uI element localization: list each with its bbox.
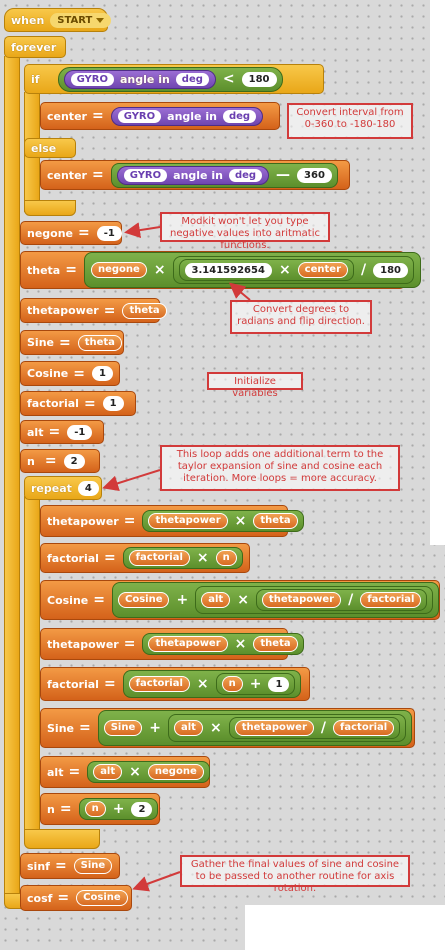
forever-label: forever	[11, 40, 57, 54]
set-thetapower-block[interactable]	[20, 298, 160, 323]
n-var-label: n	[27, 454, 35, 468]
when-start-hat-block[interactable]	[4, 8, 108, 32]
thetapower-update-block[interactable]	[40, 505, 291, 537]
divide-operator: /	[348, 592, 354, 608]
number-1-input[interactable]: 1	[103, 396, 124, 411]
cosine-update-block[interactable]	[40, 580, 440, 620]
factorial-variable[interactable]: factorial	[129, 676, 190, 692]
note-convert-interval: Convert interval from 0-360 to -180-180	[287, 103, 413, 139]
cosine-variable[interactable]: Cosine	[118, 592, 170, 608]
if-label: if	[31, 72, 40, 86]
plus-operator: +	[112, 801, 125, 817]
less-than-condition[interactable]	[58, 67, 283, 92]
factorial-var-label: factorial	[47, 551, 99, 565]
times-operator: ×	[209, 720, 222, 736]
number-360-input[interactable]: 360	[297, 168, 332, 183]
equals-sign: =	[59, 801, 72, 817]
equals-sign: =	[68, 764, 81, 780]
canvas-white-edge-top	[430, 0, 445, 545]
times-operator: ×	[234, 636, 247, 652]
factorial-update-block-2[interactable]	[40, 667, 310, 701]
negone-var-label: negone	[27, 226, 74, 240]
add-block[interactable]	[216, 673, 296, 695]
equals-sign: =	[91, 167, 104, 183]
thetapower-variable[interactable]: thetapower	[235, 720, 314, 736]
center-var-label: center	[47, 168, 87, 182]
thetapower-variable[interactable]: thetapower	[148, 513, 227, 529]
set-alt-block[interactable]	[20, 420, 104, 444]
pi-number-input[interactable]: 3.141592654	[185, 263, 272, 278]
cosine-var-label: Cosine	[47, 593, 89, 607]
add-block[interactable]	[98, 710, 413, 746]
divide-block[interactable]	[173, 256, 414, 284]
times-operator: ×	[234, 513, 247, 529]
set-center-else-block[interactable]	[40, 160, 350, 190]
add-block[interactable]	[112, 582, 439, 618]
sensor-name-dropdown[interactable]: GYRO	[124, 169, 167, 182]
divide-operator: /	[320, 720, 327, 736]
n-var-label: n	[47, 802, 55, 816]
sensor-prop-label: angle in	[120, 72, 170, 86]
equals-sign: =	[91, 108, 104, 124]
unit-dropdown[interactable]: deg	[176, 73, 209, 86]
arrow-loop	[106, 470, 160, 487]
number-180-input[interactable]: 180	[242, 72, 277, 87]
equals-sign: =	[123, 636, 136, 652]
multiply-block[interactable]	[123, 547, 243, 569]
alt-var-label: alt	[27, 425, 44, 439]
center-var-label: center	[47, 109, 87, 123]
divide-block[interactable]	[256, 589, 428, 611]
equals-sign: =	[44, 453, 57, 469]
gyro-angle-sensor-block[interactable]	[117, 166, 269, 185]
number-2-input[interactable]: 2	[131, 802, 152, 817]
unit-dropdown[interactable]: deg	[229, 169, 262, 182]
equals-sign: =	[65, 262, 77, 278]
times-operator: ×	[153, 262, 166, 278]
sensor-name-dropdown[interactable]: GYRO	[71, 73, 114, 86]
sine-variable[interactable]: Sine	[74, 858, 113, 874]
equals-sign: =	[83, 395, 96, 412]
sensor-prop-label: angle in	[167, 109, 217, 123]
note-initialize-variables: Initialize variables	[207, 372, 303, 390]
number-2-input[interactable]: 2	[64, 454, 85, 469]
theta-variable[interactable]: theta	[78, 335, 122, 351]
equals-sign: =	[78, 720, 91, 736]
repeat-label: repeat	[31, 481, 72, 495]
theta-variable[interactable]: theta	[122, 303, 166, 319]
chevron-down-icon	[96, 18, 104, 23]
equals-sign: =	[57, 890, 70, 906]
number-neg1-input[interactable]: -1	[97, 226, 122, 241]
gyro-angle-sensor-block[interactable]	[64, 70, 216, 89]
theta-variable[interactable]: theta	[253, 513, 297, 529]
if-block[interactable]	[24, 64, 324, 94]
negone-variable[interactable]: negone	[148, 764, 204, 780]
set-cosf-block[interactable]	[20, 885, 132, 911]
start-event-dropdown[interactable]	[50, 13, 111, 28]
equals-sign: =	[78, 225, 90, 241]
sine-variable[interactable]: Sine	[104, 720, 143, 736]
equals-sign: =	[48, 424, 61, 440]
minus-operator: —	[276, 167, 291, 183]
equals-sign: =	[103, 676, 116, 692]
n-update-block[interactable]	[40, 793, 160, 825]
thetapower-update-block-2[interactable]	[40, 628, 291, 660]
note-taylor-loop: This loop adds one additional term to the taylor expansion of sine and cosine each iteration. More loops = more accuracy.	[160, 445, 400, 491]
repeat-loop-arm	[24, 496, 40, 833]
forever-block[interactable]	[4, 36, 66, 58]
n-variable[interactable]: n	[216, 550, 237, 566]
repeat-count-input[interactable]: 4	[78, 481, 99, 496]
note-modkit-negative: Modkit won't let you type negative values into aritmatic functions.	[160, 212, 330, 242]
forever-loop-arm	[4, 56, 20, 893]
multiply-block[interactable]	[142, 633, 303, 655]
factorial-var-label: factorial	[47, 677, 99, 691]
multiply-block[interactable]	[168, 714, 406, 742]
arrow-modkit	[128, 227, 160, 232]
add-block[interactable]	[79, 798, 159, 820]
canvas-white-edge-bottom	[245, 905, 445, 950]
alt-variable[interactable]: alt	[174, 720, 203, 736]
alt-var-label: alt	[47, 765, 64, 779]
start-event-label: START	[57, 14, 93, 26]
multiply-block[interactable]	[84, 252, 421, 288]
thetapower-var-label: thetapower	[27, 304, 99, 317]
plus-operator: +	[249, 676, 262, 692]
multiply-block[interactable]	[87, 761, 210, 783]
set-factorial-block[interactable]	[20, 391, 136, 416]
equals-sign: =	[73, 365, 85, 382]
times-operator: ×	[129, 764, 141, 780]
note-gather-values: Gather the final values of sine and cosine to be passed to another routine for axis rotation.	[180, 855, 410, 887]
else-block[interactable]	[24, 138, 76, 158]
subtract-block[interactable]	[111, 163, 338, 188]
number-neg1-input[interactable]: -1	[67, 425, 92, 440]
sine-var-label: Sine	[27, 336, 54, 349]
unit-dropdown[interactable]: deg	[223, 110, 256, 123]
sine-update-block[interactable]	[40, 708, 415, 748]
number-180-input[interactable]: 180	[373, 263, 408, 278]
cosine-variable[interactable]: Cosine	[76, 890, 128, 906]
sinf-var-label: sinf	[27, 859, 50, 873]
thetapower-var-label: thetapower	[47, 514, 119, 528]
times-operator: ×	[237, 592, 249, 608]
else-label: else	[31, 141, 57, 155]
equals-sign: =	[93, 592, 105, 608]
equals-sign: =	[103, 302, 116, 319]
set-sinf-block[interactable]	[20, 853, 120, 879]
set-theta-block[interactable]	[20, 251, 405, 289]
multiply-block[interactable]	[195, 586, 433, 614]
times-operator: ×	[196, 676, 209, 692]
sine-var-label: Sine	[47, 721, 74, 735]
factorial-variable[interactable]: factorial	[333, 720, 394, 736]
if-block-end	[24, 200, 76, 216]
set-negone-block[interactable]	[20, 221, 122, 245]
equals-sign: =	[103, 550, 116, 566]
repeat-loop-end	[24, 829, 100, 849]
gyro-angle-sensor-block[interactable]	[111, 107, 263, 126]
when-label: when	[11, 13, 45, 27]
set-n-block[interactable]	[20, 449, 100, 473]
set-center-block[interactable]	[40, 102, 280, 130]
divide-operator: /	[361, 262, 367, 278]
equals-sign: =	[58, 334, 71, 351]
times-operator: ×	[278, 262, 291, 278]
theta-var-label: theta	[27, 263, 61, 277]
thetapower-var-label: thetapower	[47, 637, 119, 651]
alt-update-block[interactable]	[40, 756, 210, 788]
negone-variable[interactable]: negone	[91, 262, 147, 278]
times-operator: ×	[196, 550, 209, 566]
n-variable[interactable]: n	[85, 801, 106, 817]
thetapower-variable[interactable]: thetapower	[148, 636, 227, 652]
set-sine-block[interactable]	[20, 330, 124, 355]
repeat-block[interactable]	[24, 476, 102, 500]
number-1-input[interactable]: 1	[268, 677, 289, 692]
less-than-operator: <	[222, 71, 235, 87]
sensor-prop-label: angle in	[173, 168, 223, 182]
n-variable[interactable]: n	[222, 676, 243, 692]
note-degrees-to-radians: Convert degrees to radians and flip direction.	[230, 300, 372, 334]
factorial-variable[interactable]: factorial	[360, 592, 421, 608]
factorial-variable[interactable]: factorial	[129, 550, 190, 566]
cosine-var-label: Cosine	[27, 367, 69, 380]
plus-operator: +	[149, 720, 161, 736]
set-cosine-block[interactable]	[20, 361, 120, 386]
multiply-block[interactable]	[123, 670, 302, 698]
alt-variable[interactable]: alt	[201, 592, 230, 608]
factorial-update-block[interactable]	[40, 543, 250, 573]
multiply-block[interactable]	[142, 510, 303, 532]
plus-operator: +	[176, 592, 189, 608]
alt-variable[interactable]: alt	[93, 764, 122, 780]
multiply-block[interactable]	[179, 259, 354, 281]
arrow-gather	[136, 872, 180, 888]
factorial-var-label: factorial	[27, 397, 79, 410]
cosf-var-label: cosf	[27, 891, 53, 905]
equals-sign: =	[123, 513, 136, 529]
sensor-name-dropdown[interactable]: GYRO	[118, 110, 161, 123]
thetapower-variable[interactable]: thetapower	[262, 592, 341, 608]
center-variable[interactable]: center	[298, 262, 348, 278]
divide-block[interactable]	[229, 717, 401, 739]
theta-variable[interactable]: theta	[253, 636, 297, 652]
equals-sign: =	[54, 858, 67, 874]
number-1-input[interactable]: 1	[92, 366, 113, 381]
